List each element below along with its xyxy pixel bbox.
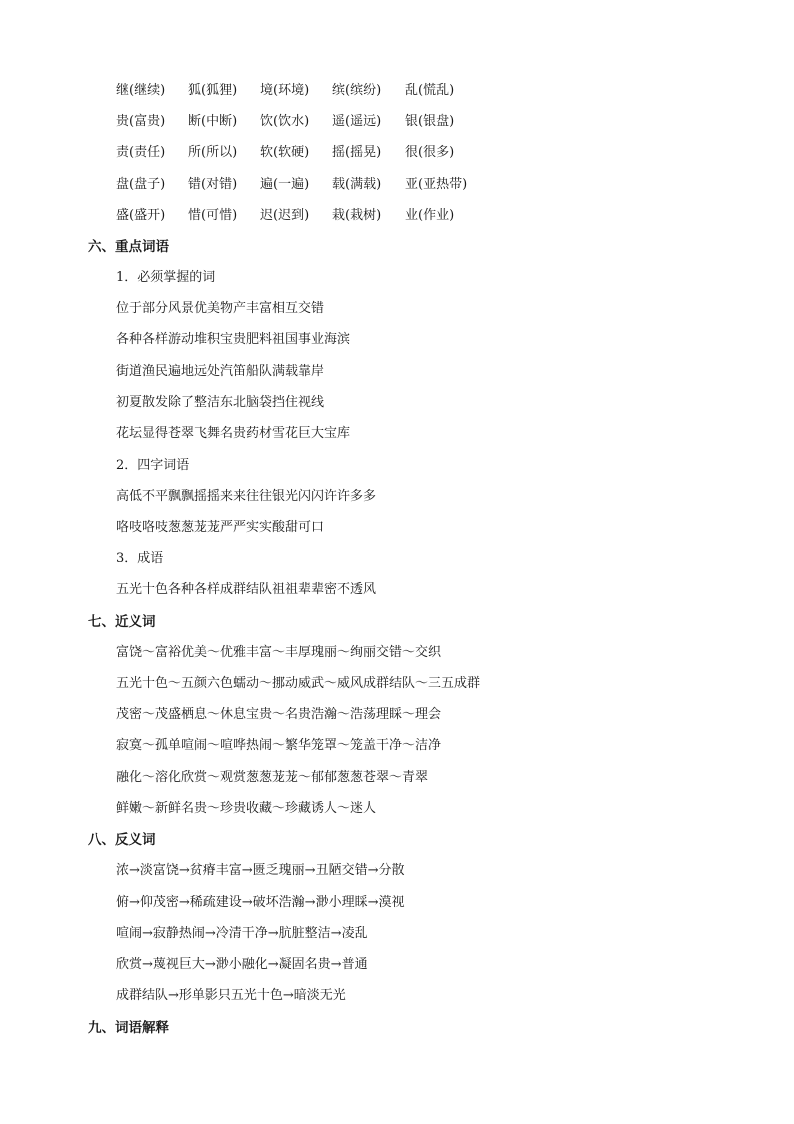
char-table-cell: 缤(缤纷) [332,83,382,98]
synonym-line: 寂寞～孤单喧闹～喧哗热闹～繁华笼罩～笼盖干净～洁净 [116,738,442,753]
char-table-cell: 业(作业) [405,208,455,223]
char-table-cell: 摇(摇晃) [332,145,382,160]
char-table-cell: 软(软硬) [260,145,310,160]
antonym-line: 俯→仰茂密→稀疏建设→破坏浩瀚→渺小理睬→漠视 [116,895,405,910]
char-table-cell: 境(环境) [260,83,310,98]
char-table-cell: 贵(富贵) [116,114,166,129]
char-table-cell: 继(继续) [116,83,166,98]
antonym-line: 浓→淡富饶→贫瘠丰富→匮乏瑰丽→丑陋交错→分散 [116,863,405,878]
word-line: 初夏散发除了整洁东北脑袋挡住视线 [116,395,325,410]
char-table-cell: 银(银盘) [405,114,455,129]
word-line: 街道渔民遍地远处汽笛船队满载靠岸 [116,364,325,379]
char-table-cell: 遥(遥远) [332,114,382,129]
char-table-cell: 亚(亚热带) [405,177,468,192]
char-table-cell: 很(很多) [405,145,455,160]
word-line: 花坛显得苍翠飞舞名贵药材雪花巨大宝库 [116,426,351,441]
char-table-cell: 迟(迟到) [260,208,310,223]
char-table-cell: 饮(饮水) [260,114,310,129]
synonym-line: 鲜嫩～新鲜名贵～珍贵收藏～珍藏诱人～迷人 [116,801,377,816]
section-heading-word-explanations: 九、词语解释 [88,1020,169,1036]
antonym-line: 成群结队→形单影只五光十色→暗淡无光 [116,988,346,1003]
section-heading-synonyms: 七、近义词 [88,614,156,630]
word-line: 位于部分风景优美物产丰富相互交错 [116,301,325,316]
char-table-cell: 栽(栽树) [332,208,382,223]
word-line: 五光十色各种各样成群结队祖祖辈辈密不透风 [116,582,377,597]
char-table-cell: 所(所以) [188,145,238,160]
synonym-line: 五光十色～五颜六色蠕动～挪动威武～威风成群结队～三五成群 [116,676,481,691]
subheading-idioms: 3．成语 [116,551,164,566]
word-line: 高低不平飘飘摇摇来来往往银光闪闪许许多多 [116,489,377,504]
char-table-cell: 狐(狐狸) [188,83,238,98]
subheading-four-char-words: 2．四字词语 [116,458,190,473]
antonym-line: 欣赏→蔑视巨大→渺小融化→凝固名贵→普通 [116,957,368,972]
synonym-line: 融化～溶化欣赏～观赏葱葱茏茏～郁郁葱葱苍翠～青翠 [116,770,429,785]
synonym-line: 富饶～富裕优美～优雅丰富～丰厚瑰丽～绚丽交错～交织 [116,645,442,660]
char-table-cell: 盘(盘子) [116,177,166,192]
section-heading-key-words: 六、重点词语 [88,239,169,255]
synonym-line: 茂密～茂盛栖息～休息宝贵～名贵浩瀚～浩荡理睬～理会 [116,707,442,722]
char-table-cell: 乱(慌乱) [405,83,455,98]
char-table-cell: 断(中断) [188,114,238,129]
char-table-cell: 惜(可惜) [188,208,238,223]
section-heading-antonyms: 八、反义词 [88,832,156,848]
char-table-cell: 盛(盛开) [116,208,166,223]
subheading-must-master-words: 1．必须掌握的词 [116,270,216,285]
char-table-cell: 遍(一遍) [260,177,310,192]
char-table-cell: 责(责任) [116,145,166,160]
word-line: 各种各样游动堆积宝贵肥料祖国事业海滨 [116,332,351,347]
char-table-cell: 错(对错) [188,177,238,192]
antonym-line: 喧闹→寂静热闹→冷清干净→肮脏整洁→凌乱 [116,926,368,941]
word-line: 咯吱咯吱葱葱茏茏严严实实酸甜可口 [116,520,325,535]
char-table-cell: 载(满载) [332,177,382,192]
